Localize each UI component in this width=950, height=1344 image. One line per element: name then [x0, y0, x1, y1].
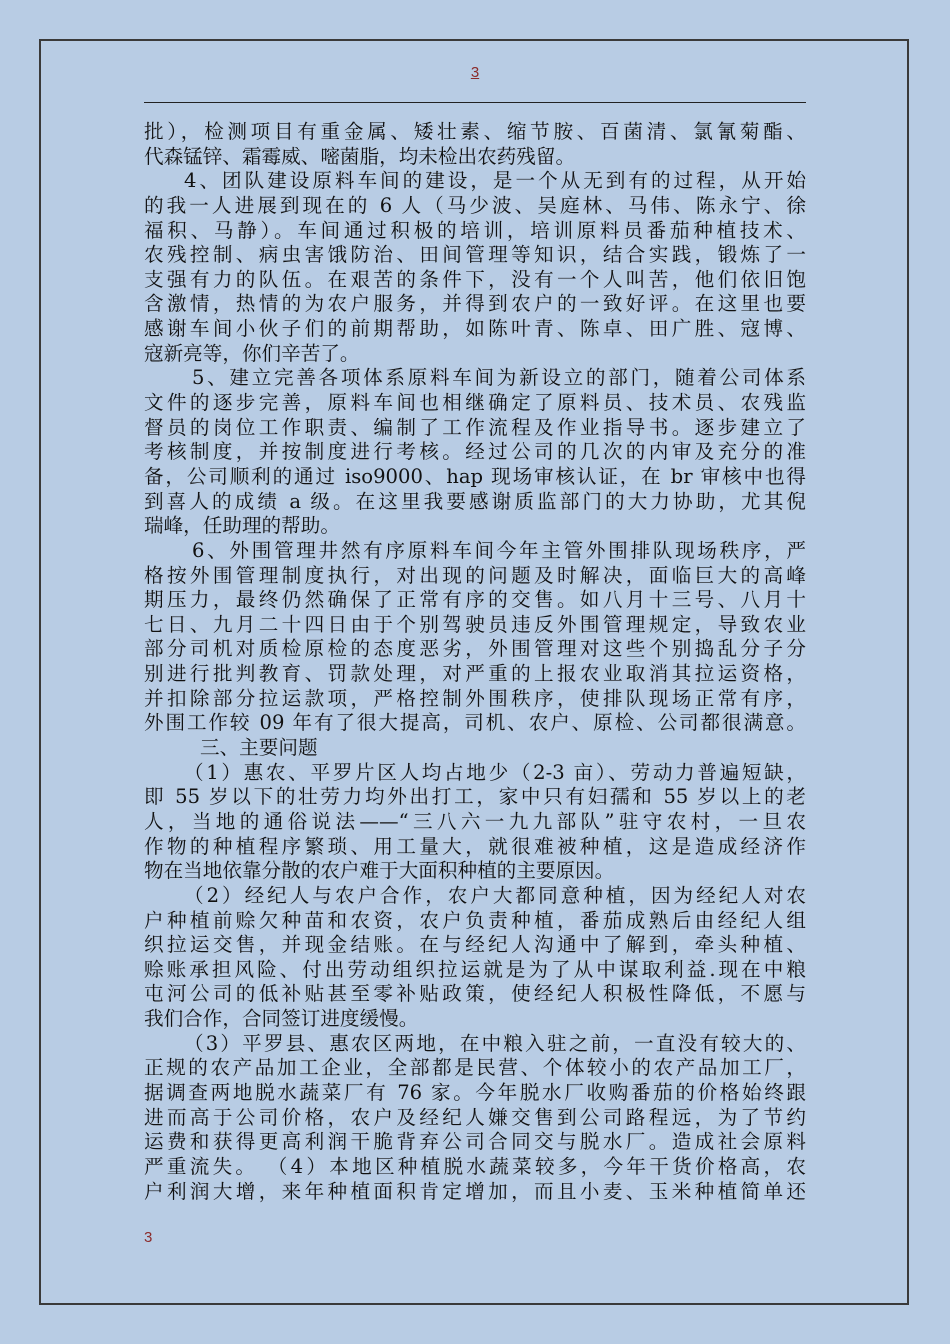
text-line: 考核制度，并按制度进行考核。经过公司的几次的内审及充分的准	[144, 440, 806, 464]
text-line: 作物的种植程序繁琐、用工量大，就很难被种植，这是造成经济作	[144, 834, 806, 858]
text-line: 屯河公司的低补贴甚至零补贴政策，使经纪人积极性降低，不愿与	[144, 982, 806, 1006]
document-body	[144, 120, 806, 1204]
text-line: （3）平罗县、惠农区两地，在中粮入驻之前，一直没有较大的、	[184, 1031, 806, 1055]
text-line: 严重流失。 （4）本地区种植脱水蔬菜较多，今年干货价格高，农	[144, 1154, 806, 1178]
text-line: 文件的逐步完善，原料车间也相继确定了原料员、技术员、农残监	[144, 391, 806, 415]
text-line: 期压力，最终仍然确保了正常有序的交售。如八月十三号、八月十	[144, 588, 806, 612]
text-line: 我们合作，合同签订进度缓慢。	[144, 1007, 419, 1031]
text-line: 瑞峰，任助理的帮助。	[144, 514, 340, 538]
text-line: （2）经纪人与农户合作，农户大都同意种植，因为经纪人对农	[184, 883, 806, 907]
page-number-header: 3	[470, 64, 480, 81]
text-line: 正规的农产品加工企业，全部都是民营、个体较小的农产品加工厂，	[144, 1056, 806, 1080]
text-line: 农残控制、病虫害饿防治、田间管理等知识，结合实践，锻炼了一	[144, 243, 806, 267]
text-line: 七日、九月二十四日由于个别驾驶员违反外围管理规定，导致农业	[144, 612, 806, 636]
text-line: 格按外围管理制度执行，对出现的问题及时解决，面临巨大的高峰	[144, 563, 806, 587]
text-line: （1）惠农、平罗片区人均占地少（2-3 亩）、劳动力普遍短缺，	[184, 760, 806, 784]
text-line: 寇新亮等，你们辛苦了。	[144, 341, 360, 365]
text-line: 即 55 岁以下的壮劳力均外出打工，家中只有妇孺和 55 岁以上的老	[144, 785, 806, 809]
text-line: 进而高于公司价格，农户及经纪人嫌交售到公司路程远，为了节约	[144, 1105, 806, 1129]
section-heading: 三、主要问题	[200, 736, 318, 760]
header-rule	[144, 102, 806, 103]
text-line: 到喜人的成绩 a 级。在这里我要感谢质监部门的大力协助，尤其倪	[144, 489, 806, 513]
text-line: 督员的岗位工作职责、编制了工作流程及作业指导书。逐步建立了	[144, 415, 806, 439]
text-line: 代森锰锌、霜霉威、嘧菌脂，均未检出农药残留。	[144, 144, 576, 168]
text-line: 备，公司顺利的通过 iso9000、hap 现场审核认证，在 br 审核中也得	[144, 464, 806, 488]
text-line: 物在当地依靠分散的农户难于大面积种植的主要原因。	[144, 859, 615, 883]
text-line: 支强有力的队伍。在艰苦的条件下，没有一个人叫苦，他们依旧饱	[144, 267, 806, 291]
text-line: 感谢车间小伙子们的前期帮助，如陈叶青、陈卓、田广胜、寇博、	[144, 317, 806, 341]
text-line: 部分司机对质检原检的态度恶劣，外围管理对这些个别捣乱分子分	[144, 637, 806, 661]
text-line: 5、建立完善各项体系原料车间为新设立的部门，随着公司体系	[192, 366, 806, 390]
text-line: 含激情，热情的为农户服务，并得到农户的一致好评。在这里也要	[144, 292, 806, 316]
text-line: 户种植前赊欠种苗和农资，农户负责种植，番茄成熟后由经纪人组	[144, 908, 806, 932]
text-line: 的我一人进展到现在的 6 人（马少波、吴庭林、马伟、陈永宁、徐	[144, 193, 806, 217]
text-line: 6、外围管理井然有序原料车间今年主管外围排队现场秩序，严	[192, 538, 806, 562]
text-line: 别进行批判教育、罚款处理，对严重的上报农业取消其拉运资格，	[144, 662, 806, 686]
text-line: 批），检测项目有重金属、矮壮素、缩节胺、百菌清、氯氰菊酯、	[144, 120, 806, 143]
text-line: 并扣除部分拉运款项，严格控制外围秩序，使排队现场正常有序，	[144, 686, 806, 710]
text-line: 织拉运交售，并现金结账。在与经纪人沟通中了解到，牵头种植、	[144, 933, 806, 957]
text-line: 户利润大增，来年种植面积肯定增加，而且小麦、玉米种植简单还	[144, 1179, 806, 1203]
text-line: 赊账承担风险、付出劳动组织拉运就是为了从中谋取利益.现在中粮	[144, 957, 806, 981]
text-line: 运费和获得更高利润干脆背弃公司合同交与脱水厂。造成社会原料	[144, 1130, 806, 1154]
text-line: 福积、马静）。车间通过积极的培训，培训原料员番茄种植技术、	[144, 218, 806, 242]
text-line: 4、团队建设原料车间的建设，是一个从无到有的过程，从开始	[184, 169, 806, 193]
text-line: 人，当地的通俗说法——“三八六一九九部队”驻守农村，一旦农	[144, 809, 806, 833]
page-number-footer: 3	[144, 1229, 153, 1246]
text-line: 外围工作较 09 年有了很大提高，司机、农户、原检、公司都很满意。	[144, 711, 806, 735]
text-line: 据调查两地脱水蔬菜厂有 76 家。今年脱水厂收购番茄的价格始终跟	[144, 1080, 806, 1104]
